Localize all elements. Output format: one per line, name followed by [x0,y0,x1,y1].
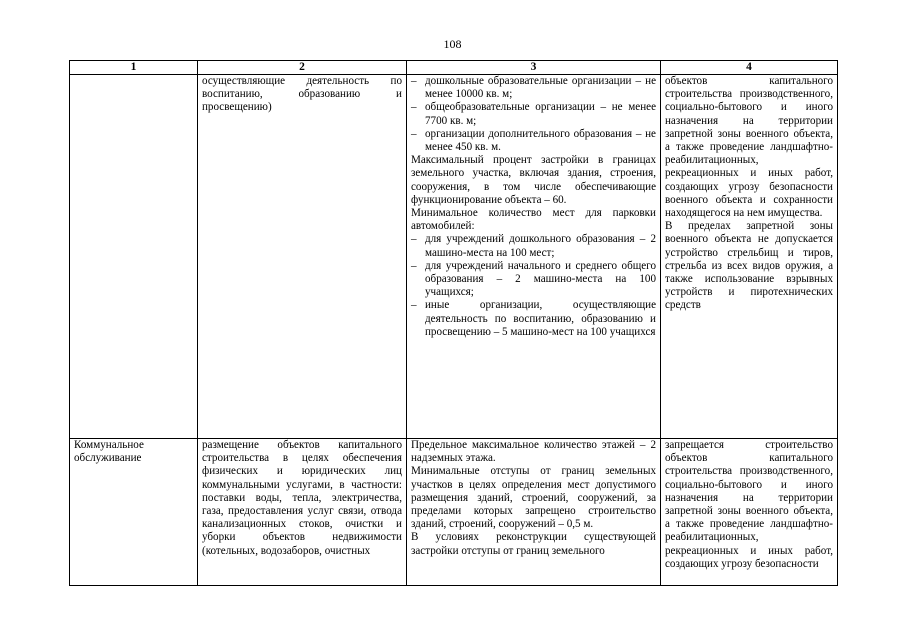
regulations-table [69,60,838,586]
table-row [70,75,838,439]
row1-use-name [70,75,198,439]
list-item: – для учреждений дошкольного образования – 2 машино-места на 100 мест; [411,233,656,259]
row1-parameters [407,75,661,439]
list-item: – иные организации, осуществляющие деятельность по воспитанию, образованию и просвещению – 5 машино-мест на 100 учащихся [411,299,656,339]
row1-parking-list [411,233,656,339]
row2-use-description [198,439,407,586]
row2-description-text: размещение объектов капитального строительства в целях обеспечения физических и юридических лиц коммунальными услугами, в частности: поставки воды, тепла, электричества, газа, предоставления услуг связи, отвода канализационных стоков, очистки и уборки объектов недвижимости (котельных, водозаборов, очистных [202,439,402,557]
header-col-1: 1 [70,61,198,75]
header-col-4: 4 [661,61,838,75]
header-col-2: 2 [198,61,407,75]
list-item: – для учреждений начального и среднего общего образования – 2 машино-места на 100 учащихся; [411,260,656,300]
row2-reconstruction: В условиях реконструкции существующей застройки отступы от границ земельного [411,531,656,557]
table-row [70,439,838,586]
row1-build-percent: Максимальный процент застройки в границах земельного участка, включая здания, строения, сооружения, в том числе обеспечивающие функционирование объекта – 60. [411,154,656,206]
row1-restriction-text-b: В пределах запретной зоны военного объекта не допускается устройство стрельбищ и тиров, стрельба из всех видов оружия, а также использование взрывных устройств и пиротехнических средств [665,220,833,312]
row2-restrictions [661,439,838,586]
row2-restriction-text: запрещается строительство объектов капитального строительства производственного, социально-бытового и иного назначения на территории запретной зоны военного объекта, а также проведение ландшафтно-реабилитационных, рекреационных и иных работ, создающих угрозу безопасности [665,439,833,570]
row2-use-name-text: Коммунальное обслуживание [74,439,144,465]
page-number: 108 [443,37,462,51]
row1-restriction-text-a: объектов капитального строительства производственного, социально-бытового и иного назначения на территории запретной зоны военного объекта, а также проведение ландшафтно-реабилитационных, рекреационных и иных работ, создающих угрозу безопасности военного объекта и сохранности находящегося на нем имущества. [665,75,833,220]
row2-min-setbacks: Минимальные отступы от границ земельных участков в целях определения мест допустимого размещения зданий, строений, сооружений, за пределами которых запрещено строительство зданий, строений, сооружений – 0,5 м. [411,465,656,531]
list-item: – организации дополнительного образования – не менее 450 кв. м. [411,128,656,154]
row1-area-list [411,75,656,154]
row2-parameters [407,439,661,586]
header-row [70,61,838,75]
list-item: – дошкольные образовательные организации – не менее 10000 кв. м; [411,75,656,101]
row1-parking-intro: Минимальное количество мест для парковки автомобилей: [411,207,656,233]
list-item: – общеобразовательные организации – не менее 7700 кв. м; [411,101,656,127]
row1-description-text: осуществляющие деятельность по воспитанию, образованию и просвещению) [202,75,402,114]
row1-restrictions [661,75,838,439]
row1-use-description [198,75,407,439]
row2-use-name [70,439,198,586]
row2-max-floors: Предельное максимальное количество этажей – 2 надземных этажа. [411,439,656,465]
header-col-3: 3 [407,61,661,75]
